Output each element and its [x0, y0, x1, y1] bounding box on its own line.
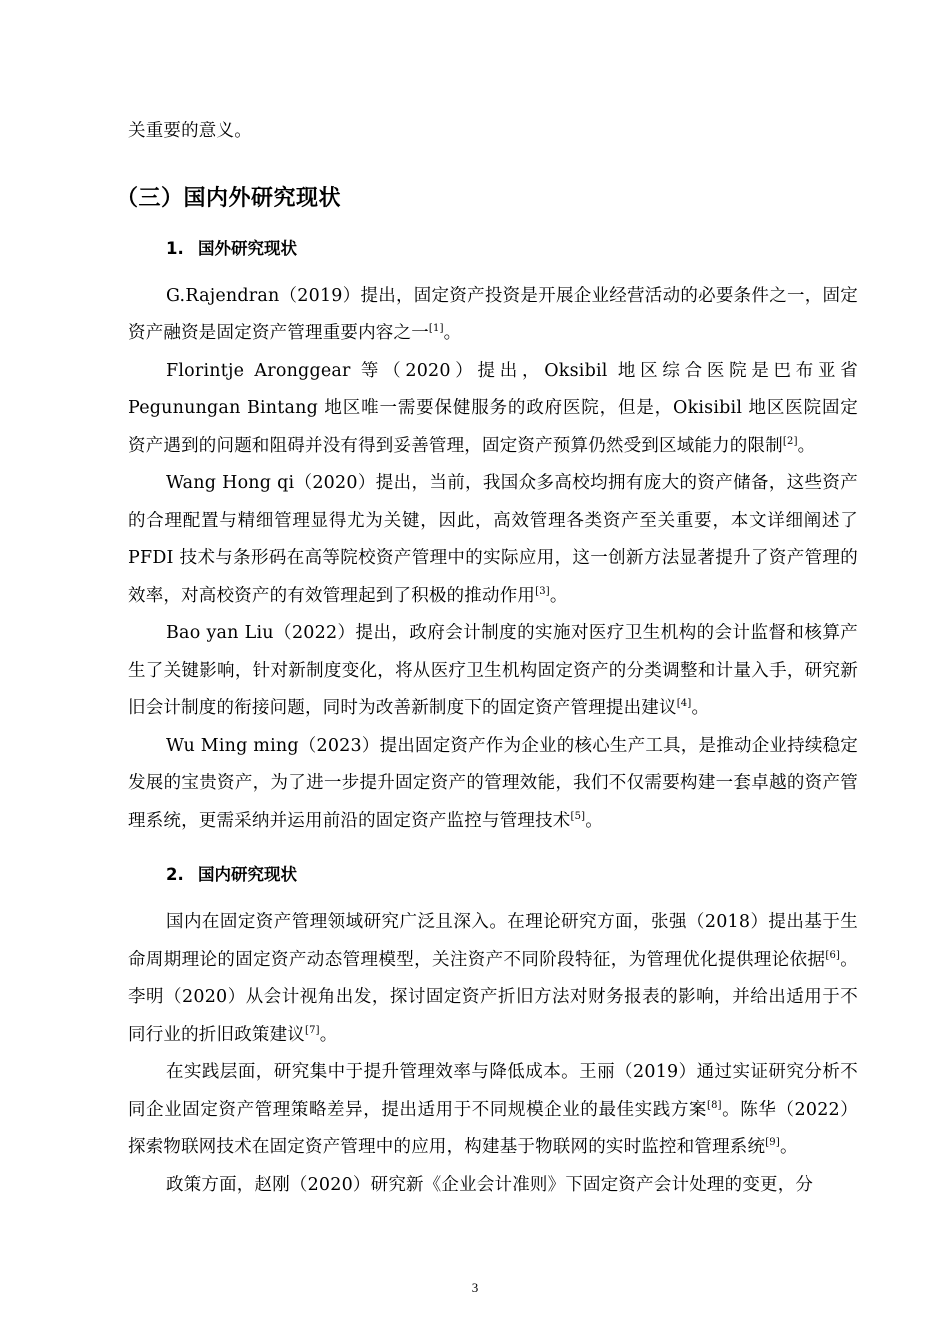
- paragraph-domestic-practice: 在实践层面，研究集中于提升管理效率与降低成本。王丽（2019）通过实证研究分析不同企业固定资产管理策略差异，提出适用于不同规模企业的最佳实践方案[8]。陈华（2022）探索物联网技术在固定资产管理中的应用，构建基于物联网的实时监控和管理系统[9]。: [128, 1062, 858, 1157]
- subsection-heading-foreign: [166, 234, 858, 264]
- citation-ref: [8]: [707, 1099, 722, 1111]
- subsection-title: 国外研究现状: [198, 238, 297, 258]
- citation-ref: [2]: [782, 435, 798, 447]
- paragraph-domestic-policy: 政策方面，赵刚（2020）研究新《企业会计准则》下固定资产会计处理的变更，分: [166, 1174, 814, 1195]
- paragraph-bao-yan-liu: Bao yan Liu（2022）提出，政府会计制度的实施对医疗卫生机构的会计监督和核算产生了关键影响，针对新制度变化，将从医疗卫生机构固定资产的分类调整和计量入手，研究新旧会计制度的衔接问题，同时为改善新制度下的固定资产管理提出建议[4]。: [128, 623, 858, 718]
- paragraph-wang-hong-qi: Wang Hong qi（2020）提出，当前，我国众多高校均拥有庞大的资产储备，这些资产的合理配置与精细管理显得尤为关键，因此，高效管理各类资产至关重要，本文详细阐述了 PFDI 技术与条形码在高等院校资产管理中的实际应用，这一创新方法显著提升了资产管理的效率，对高校资产的有效管理起到了积极的推动作用[3]。: [128, 473, 858, 606]
- section-heading: （三）国内外研究现状: [116, 185, 342, 211]
- subsection-number: 2.: [166, 865, 184, 884]
- paragraph-wu-ming-ming: Wu Ming ming（2023）提出固定资产作为企业的核心生产工具，是推动企业持续稳定发展的宝贵资产，为了进一步提升固定资产的管理效能，我们不仅需要构建一套卓越的资产管理系统，更需采纳并运用前沿的固定资产监控与管理技术[5]。: [128, 735, 858, 831]
- page-number: 3: [471, 1280, 479, 1295]
- subsection-heading-domestic: [166, 860, 858, 890]
- subsection-title: 国内研究现状: [198, 865, 297, 884]
- paragraph-domestic-theory: 国内在固定资产管理领域研究广泛且深入。在理论研究方面，张强（2018）提出基于生命周期理论的固定资产动态管理模型，关注资产不同阶段特征，为管理优化提供理论依据[6]。李明（2020）从会计视角出发，探讨固定资产折旧方法对财务报表的影响，并给出适用于不同行业的折旧政策建议[7]。: [128, 912, 859, 1045]
- citation-ref: [5]: [570, 810, 586, 822]
- citation-ref: [7]: [305, 1024, 320, 1036]
- subsection-number: 1.: [166, 238, 184, 258]
- paragraph-continuation: 关重要的意义。: [128, 121, 252, 141]
- paragraph-aronggear: Florintje Aronggear 等（2020）提出，Oksibil 地区综合医院是巴布亚省 Pegunungan Bintang 地区唯一需要保健服务的政府医院，但是，Okisibil 地区医院固定资产遇到的问题和阻碍并没有得到妥善管理，固定资产预算仍然受到区域能力的限制[2]。: [128, 360, 858, 456]
- citation-ref: [1]: [428, 323, 444, 334]
- citation-ref: [6]: [825, 949, 841, 961]
- paragraph-rajendran: G.Rajendran（2019）提出，固定资产投资是开展企业经营活动的必要条件之一，固定资产融资是固定资产管理重要内容之一[1]。: [128, 285, 858, 343]
- citation-ref: [3]: [535, 585, 550, 597]
- page-body: [116, 113, 859, 1204]
- citation-ref: [4]: [676, 698, 692, 709]
- citation-ref: [9]: [765, 1137, 780, 1148]
